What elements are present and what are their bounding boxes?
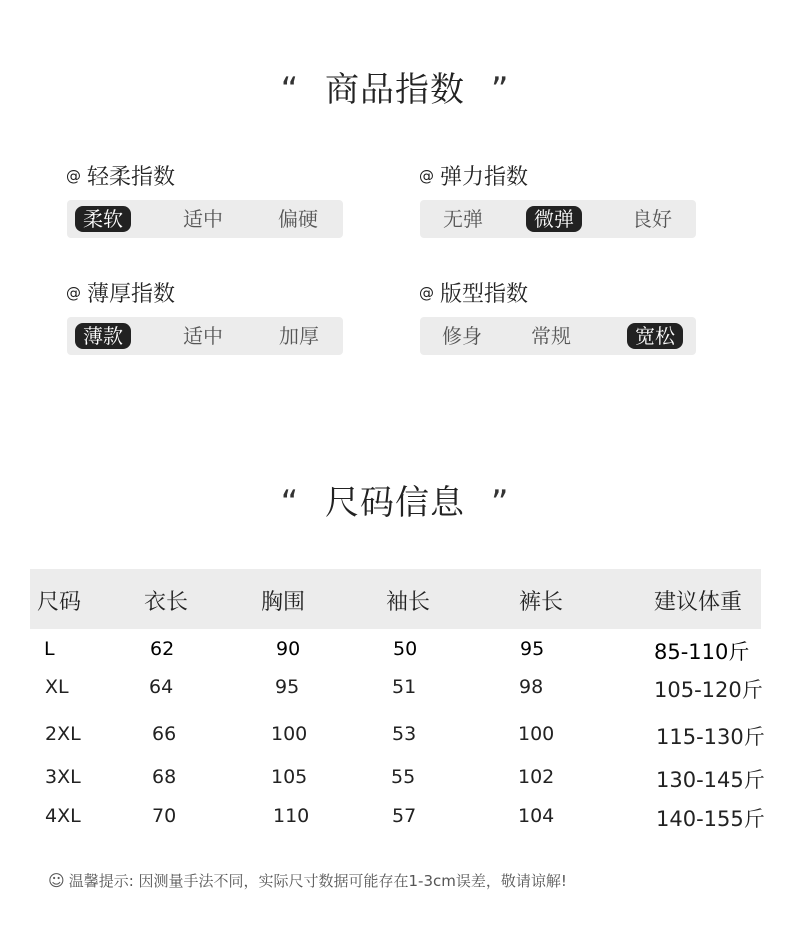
table-cell: 105 <box>271 766 308 788</box>
index-scale-fit <box>420 317 696 355</box>
smile-icon: ☺ <box>48 871 65 890</box>
table-cell: 102 <box>518 766 555 788</box>
table-cell: 64 <box>149 676 174 698</box>
table-cell: 90 <box>276 638 301 660</box>
index-scale-elasticity <box>420 200 696 238</box>
table-header-weight: 建议体重 <box>654 590 743 615</box>
table-cell: 100 <box>271 723 308 745</box>
table-header-size: 尺码 <box>37 590 82 615</box>
table-header-pants: 裤长 <box>519 590 564 615</box>
table-cell: 2XL <box>45 723 81 745</box>
at-icon: @ <box>66 284 81 302</box>
section-title-text: 商品指数 <box>325 70 465 110</box>
table-cell: 70 <box>152 805 177 827</box>
option-selected: 柔软 <box>75 206 131 232</box>
index-scale-softness <box>67 200 343 238</box>
open-quote: “ <box>280 483 300 523</box>
section-title-product-index <box>0 62 790 111</box>
table-cell: 4XL <box>45 805 81 827</box>
index-label-elasticity: @ 弹力指数 <box>419 165 529 190</box>
table-cell: 68 <box>152 766 177 788</box>
open-quote: “ <box>280 70 300 110</box>
section-title-text: 尺码信息 <box>325 483 465 523</box>
close-quote: ” <box>490 70 510 110</box>
table-cell: 55 <box>391 766 416 788</box>
at-icon: @ <box>419 167 434 185</box>
table-cell: 98 <box>519 676 544 698</box>
at-icon: @ <box>419 284 434 302</box>
measurement-note <box>48 870 567 891</box>
index-label-fit: @ 版型指数 <box>419 282 529 307</box>
table-cell: 50 <box>393 638 418 660</box>
option: 适中 <box>183 324 223 348</box>
table-cell: 105-120斤 <box>654 678 763 702</box>
table-cell: 53 <box>392 723 417 745</box>
table-cell: 51 <box>392 676 417 698</box>
table-cell: 140-155斤 <box>656 807 765 831</box>
table-header-chest: 胸围 <box>261 590 306 615</box>
table-cell: 62 <box>150 638 175 660</box>
table-cell: 95 <box>520 638 545 660</box>
table-header-sleeve: 袖长 <box>386 590 431 615</box>
table-cell: XL <box>45 676 69 698</box>
note-text: 温馨提示: 因测量手法不同，实际尺寸数据可能存在1-3cm误差，敬请谅解! <box>68 872 567 890</box>
table-header-length: 衣长 <box>144 590 189 615</box>
option: 良好 <box>632 207 672 231</box>
option: 修身 <box>442 324 482 348</box>
index-label-thickness: @ 薄厚指数 <box>66 282 176 307</box>
option: 加厚 <box>279 324 319 348</box>
table-cell: 100 <box>518 723 555 745</box>
table-cell: 85-110斤 <box>654 640 750 664</box>
table-cell: 3XL <box>45 766 81 788</box>
close-quote: ” <box>490 483 510 523</box>
table-cell: 130-145斤 <box>656 768 765 792</box>
option: 常规 <box>531 324 571 348</box>
option: 偏硬 <box>278 207 318 231</box>
at-icon: @ <box>66 167 81 185</box>
table-cell: L <box>44 638 55 660</box>
table-cell: 66 <box>152 723 177 745</box>
table-cell: 104 <box>518 805 555 827</box>
option: 适中 <box>183 207 223 231</box>
option-selected: 微弹 <box>526 206 582 232</box>
table-cell: 115-130斤 <box>656 725 765 749</box>
option-selected: 宽松 <box>627 323 683 349</box>
index-scale-thickness <box>67 317 343 355</box>
section-title-size-info <box>0 475 790 524</box>
option: 无弹 <box>443 207 483 231</box>
option-selected: 薄款 <box>75 323 131 349</box>
table-cell: 110 <box>273 805 310 827</box>
index-label-softness: @ 轻柔指数 <box>66 165 176 190</box>
table-cell: 95 <box>275 676 300 698</box>
table-cell: 57 <box>392 805 417 827</box>
